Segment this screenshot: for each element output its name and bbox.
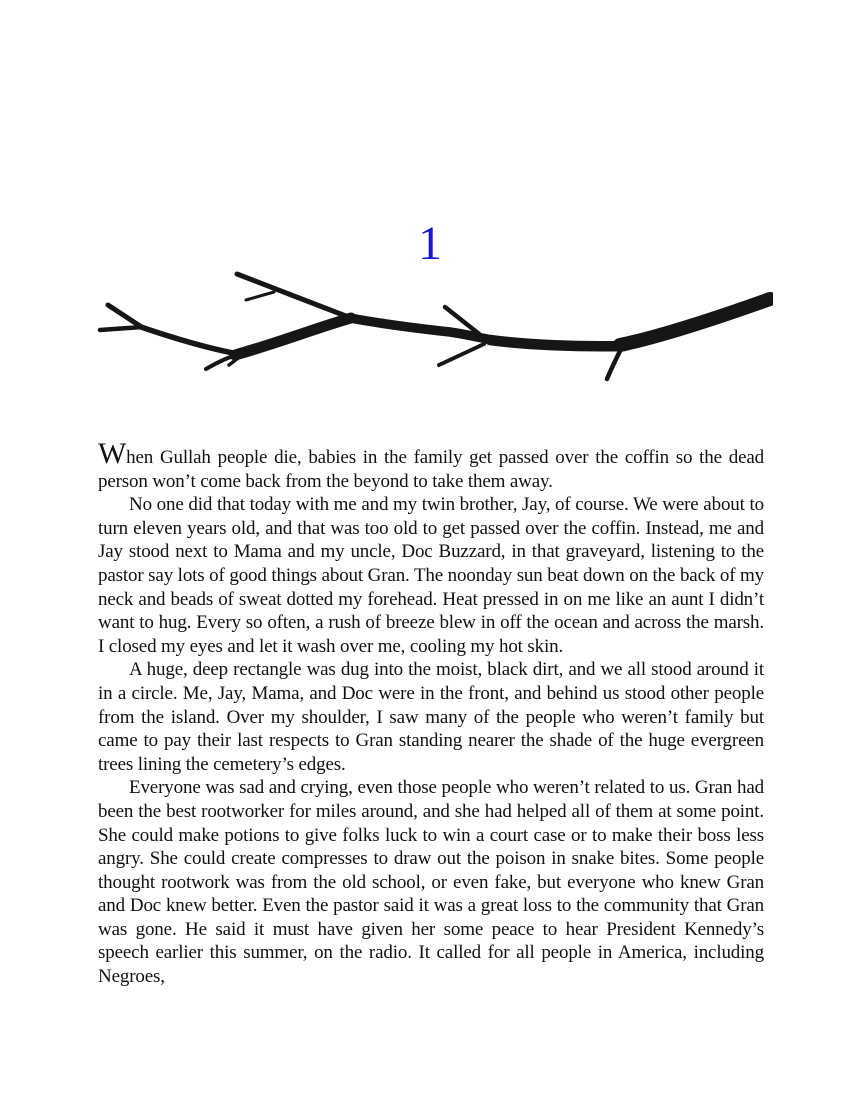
chapter-number: 1 [418, 217, 442, 270]
paragraph-1-text: hen Gullah people die, babies in the family get passed over the coffin so the dead person won’t come back from the beyond to take them away. [98, 447, 764, 492]
drop-cap: W [98, 437, 127, 470]
body-text [98, 437, 764, 989]
paragraph-2: No one did that today with me and my twin brother, Jay, of course. We were about to turn eleven years old, and that was too old to get passed over the coffin. Instead, me and Jay stood next to Mama and my uncle, Doc Buzzard, in that graveyard, listening to the pastor say lots of good things about Gran. The noonday sun beat down on the back of my neck and beads of sweat dotted my forehead. Heat pressed in on me like an aunt I didn’t want to hug. Every so often, a rush of breeze blew in off the ocean and across the marsh. I closed my eyes and let it wash over me, cooling my hot skin. [98, 494, 764, 657]
paragraph-1 [98, 437, 764, 493]
paragraph-4: Everyone was sad and crying, even those people who weren’t related to us. Gran had been the best rootworker for miles around, and she had helped all of them at some point. She could make potions to give folks luck to win a court case or to make their boss less angry. She could create compresses to draw out the poison in snake bites. Some people thought rootwork was from the old school, or even fake, but everyone who knew Gran and Doc knew better. Even the pastor said it was a great loss to the community that Gran was gone. He said it must have given her some peace to hear President Kennedy’s speech earlier this summer, on the radio. It called for all people in America, including Negroes, [98, 777, 764, 988]
paragraph-3: A huge, deep rectangle was dug into the moist, black dirt, and we all stood around it in a circle. Me, Jay, Mama, and Doc were in the front, and behind us stood other people from the island. Over my shoulder, I saw many of the people who weren’t family but came to pay their last respects to Gran standing nearer the shade of the huge evergreen trees lining the cemetery’s edges. [98, 659, 764, 775]
branch-illustration [88, 262, 773, 387]
